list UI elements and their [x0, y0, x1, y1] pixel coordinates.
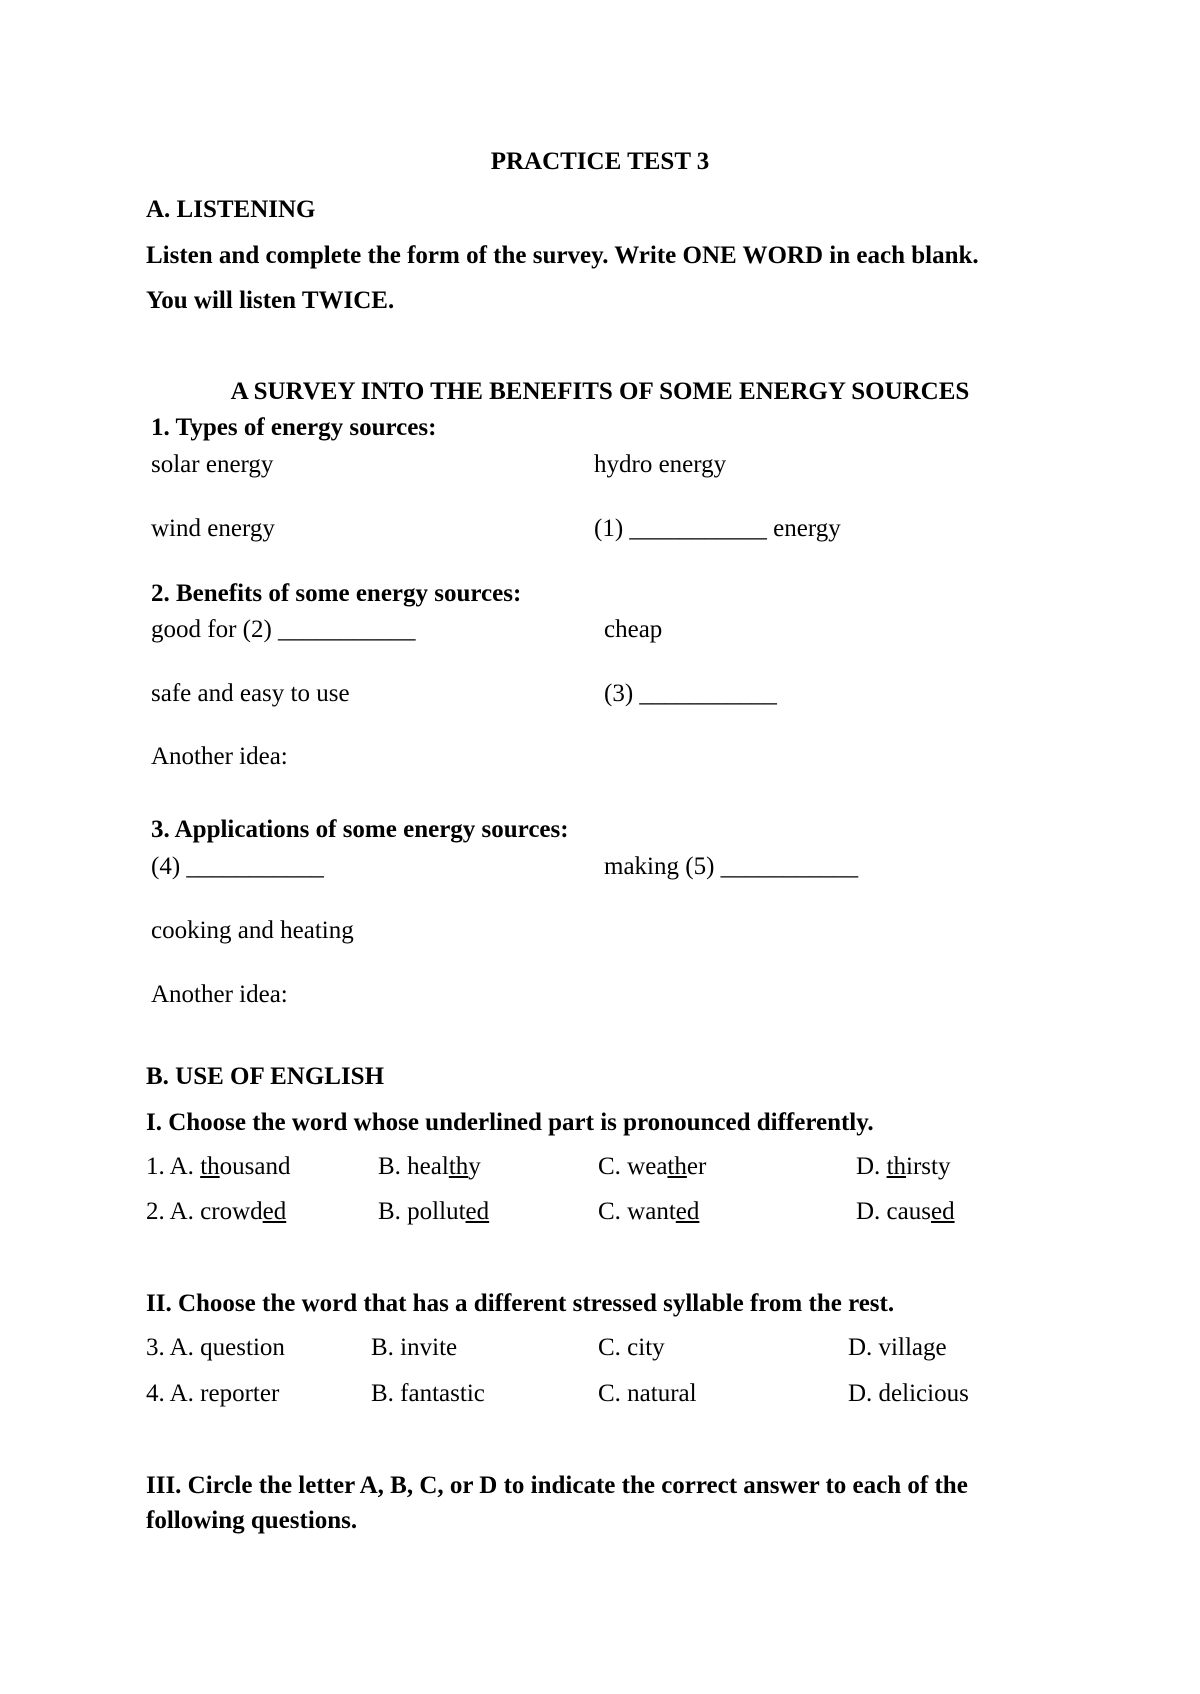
survey-blank-5: making (5) ___________ [604, 853, 859, 880]
section-a-heading: A. LISTENING [146, 196, 316, 223]
section-b-part3-heading-line2: following questions. [146, 1507, 358, 1534]
option-3b: B. invite [371, 1334, 458, 1361]
survey-item: cooking and heating [151, 917, 354, 944]
option-1a: 1. A. thousand [146, 1153, 291, 1180]
survey-blank-4: (4) ___________ [151, 853, 324, 880]
option-2a: 2. A. crowded [146, 1198, 287, 1225]
underlined-part: ed [262, 1198, 287, 1225]
option-2c: C. wanted [598, 1198, 700, 1225]
option-3a: 3. A. question [146, 1334, 285, 1361]
option-4a: 4. A. reporter [146, 1380, 280, 1407]
page-title: PRACTICE TEST 3 [490, 148, 710, 175]
survey-item: solar energy [151, 451, 274, 478]
option-1b: B. healthy [378, 1153, 481, 1180]
underlined-part: th [448, 1153, 469, 1180]
option-4d: D. delicious [848, 1380, 969, 1407]
option-3c: C. city [598, 1334, 665, 1361]
underlined-part: th [667, 1153, 687, 1180]
underlined-part: th [886, 1153, 907, 1180]
section-b-heading: B. USE OF ENGLISH [146, 1063, 385, 1090]
option-2d: D. caused [856, 1198, 955, 1225]
section-b-part1-heading: I. Choose the word whose underlined part is pronounced differently. [146, 1109, 874, 1136]
section-b-part2-heading: II. Choose the word that has a different stressed syllable from the rest. [146, 1290, 895, 1317]
option-3d: D. village [848, 1334, 947, 1361]
survey-blank-2: good for (2) ___________ [151, 616, 416, 643]
survey-item: safe and easy to use [151, 680, 350, 707]
survey-part2-heading: 2. Benefits of some energy sources: [151, 580, 522, 607]
survey-part1-heading: 1. Types of energy sources: [151, 414, 437, 441]
survey-item: hydro energy [594, 451, 727, 478]
option-4c: C. natural [598, 1380, 697, 1407]
underlined-part: ed [675, 1198, 700, 1225]
survey-item: cheap [604, 616, 663, 643]
option-4b: B. fantastic [371, 1380, 485, 1407]
option-1d: D. thirsty [856, 1153, 951, 1180]
underlined-part: ed [930, 1198, 955, 1225]
survey-blank-3: (3) ___________ [604, 680, 777, 707]
survey-item: wind energy [151, 515, 275, 542]
listening-instruction-1: Listen and complete the form of the survey. Write ONE WORD in each blank. [146, 242, 979, 269]
underlined-part: ed [465, 1198, 490, 1225]
another-idea-label: Another idea: [151, 743, 288, 770]
survey-part3-heading: 3. Applications of some energy sources: [151, 816, 569, 843]
option-1c: C. weather [598, 1153, 707, 1180]
underlined-part: th [200, 1153, 220, 1180]
survey-blank-1: (1) ___________ energy [594, 515, 841, 542]
option-2b: B. polluted [378, 1198, 490, 1225]
listening-instruction-2: You will listen TWICE. [146, 287, 395, 314]
survey-title: A SURVEY INTO THE BENEFITS OF SOME ENERGY SOURCES [230, 378, 970, 405]
section-b-part3-heading-line1: III. Circle the letter A, B, C, or D to indicate the correct answer to each of the [146, 1472, 968, 1499]
another-idea-label: Another idea: [151, 981, 288, 1008]
